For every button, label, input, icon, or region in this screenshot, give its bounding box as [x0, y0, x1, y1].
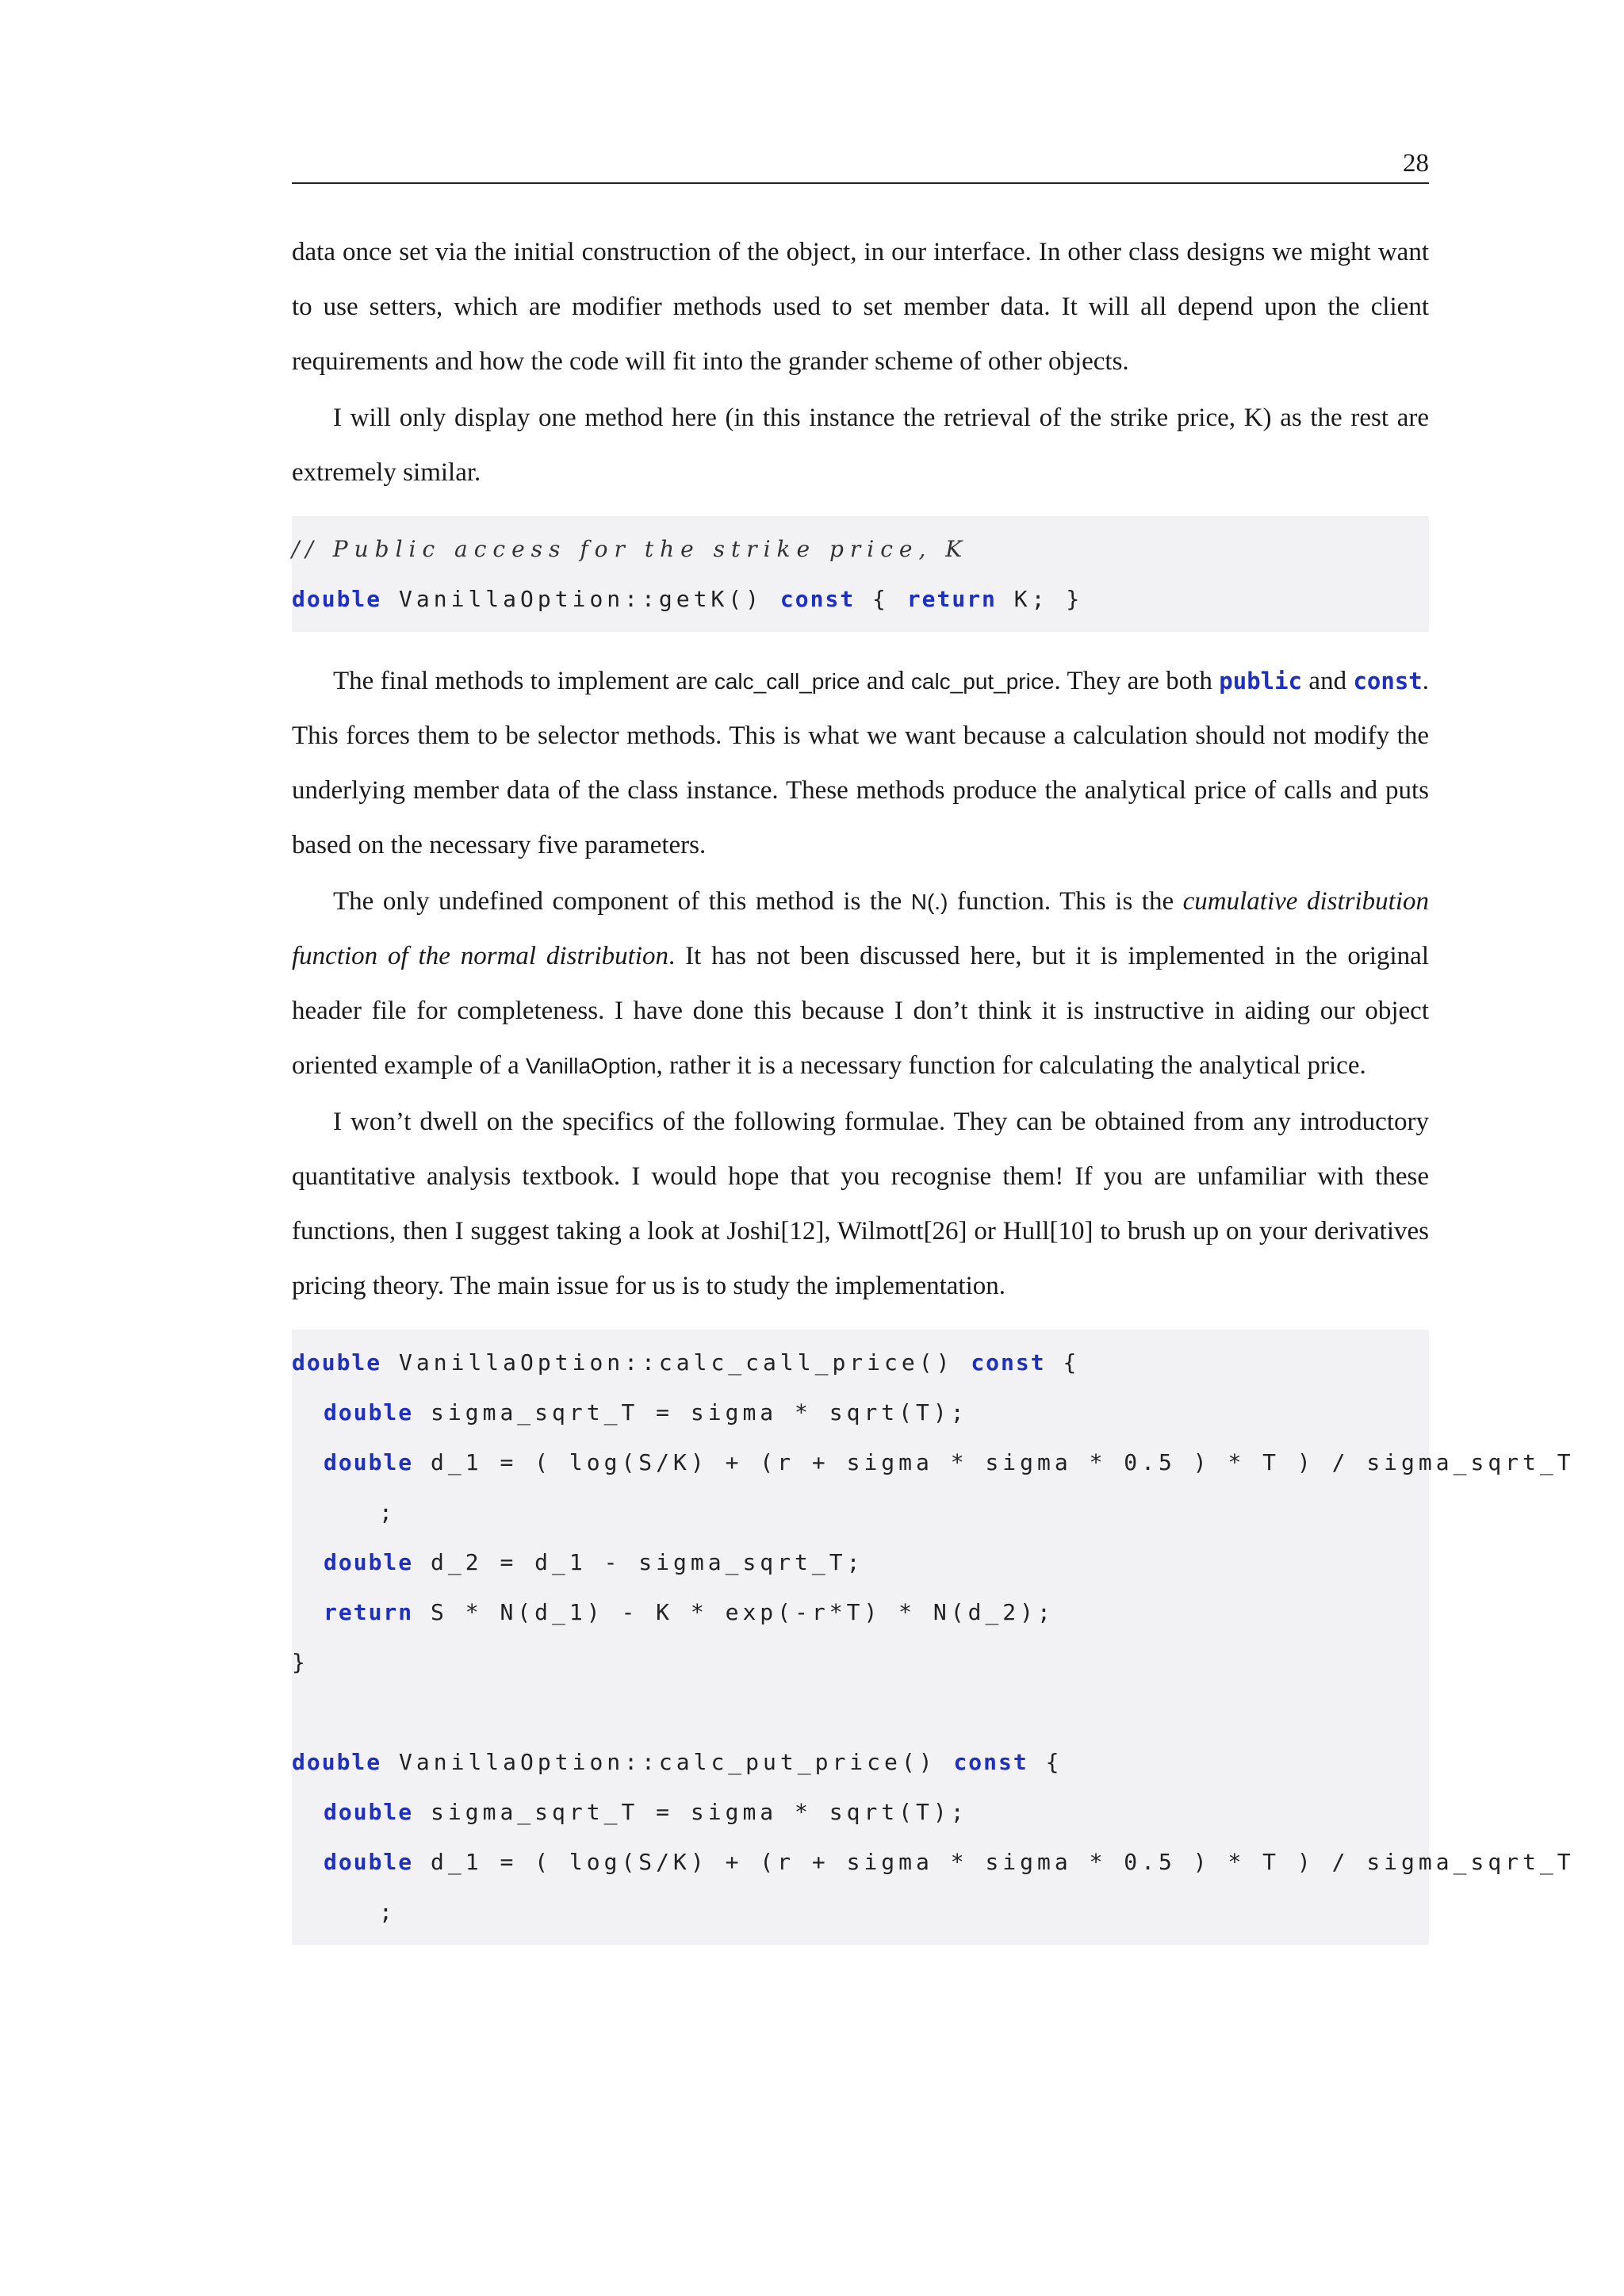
code-text: VanillaOption::calc_call_price(): [381, 1349, 971, 1376]
code-text: {: [1028, 1749, 1063, 1775]
code-text: VanillaOption::getK(): [381, 586, 780, 612]
text-run: and: [1302, 667, 1354, 695]
class-name: VanillaOption: [526, 1054, 657, 1078]
code-line: [292, 1487, 1429, 1537]
code-line: [292, 1837, 1575, 1887]
text-run: , rather it is a necessary function for calculating the analytical price.: [656, 1051, 1366, 1080]
text-run: function. This is the: [948, 887, 1183, 916]
code-line: [292, 574, 1429, 624]
code-text: K; }: [996, 586, 1084, 612]
method-name: calc_put_price: [910, 669, 1055, 694]
keyword-double: double: [324, 1449, 414, 1475]
code-text: }: [292, 1649, 309, 1675]
keyword-const: const: [953, 1749, 1028, 1775]
paragraph-final-methods: [292, 654, 1429, 873]
code-line: [292, 1587, 1429, 1637]
code-line: [292, 1887, 1429, 1937]
code-text: S * N(d_1) - K * exp(-r*T) * N(d_2);: [413, 1599, 1055, 1625]
code-text: VanillaOption::calc_put_price(): [381, 1749, 954, 1775]
keyword-double: double: [324, 1399, 414, 1425]
keyword-return: return: [324, 1599, 414, 1625]
text-run: The final methods to implement are: [333, 667, 714, 695]
text-run: . They are both: [1054, 667, 1220, 695]
code-line: [292, 1437, 1575, 1487]
keyword-double: double: [324, 1799, 414, 1825]
code-text: sigma_sqrt_T = sigma * sqrt(T);: [413, 1399, 968, 1425]
text-run: The only undefined component of this method is the: [333, 887, 911, 916]
code-line: [292, 1637, 1429, 1687]
code-text: ;: [379, 1899, 396, 1925]
page-number: 28: [1403, 149, 1429, 178]
keyword-const: const: [971, 1349, 1046, 1376]
code-text: d_1 = ( log(S/K) + (r + sigma * sigma * 0.5 ) * T ) / sigma_sqrt_T: [413, 1849, 1575, 1875]
code-text: {: [855, 586, 907, 612]
text-run: and: [860, 667, 911, 695]
code-comment: // Public access for the strike price, K: [292, 536, 969, 562]
code-text: ;: [379, 1499, 396, 1525]
inline-keyword: public: [1219, 668, 1303, 695]
code-line: [292, 1537, 1429, 1587]
code-line: [292, 524, 1429, 574]
page-body: [292, 225, 1575, 1967]
italic-term: cumulative distribution function of the normal distribution: [292, 887, 1429, 970]
paragraph-formulae: I won’t dwell on the specifics of the following formulae. They can be obtained from any introductory quantitative analysis textbook. I would hope that you recognise them! If you are unfamiliar with these functions, then I suggest taking a look at Joshi[12], Wilmott[26] or Hull[10] to brush up on your derivatives pricing theory. The main issue for us is to study the implementation.: [292, 1108, 1429, 1300]
code-line: [292, 1337, 1429, 1387]
keyword-return: return: [906, 586, 997, 612]
page-header: [292, 143, 1429, 184]
code-line-blank: [292, 1687, 1429, 1737]
code-text: d_1 = ( log(S/K) + (r + sigma * sigma * 0.5 ) * T ) / sigma_sqrt_T: [413, 1449, 1575, 1475]
inline-keyword: const: [1353, 668, 1423, 695]
code-text: {: [1045, 1349, 1081, 1376]
code-line: [292, 1787, 1429, 1837]
function-name: N(.): [910, 890, 948, 914]
keyword-double: double: [292, 1349, 382, 1376]
keyword-double: double: [324, 1849, 414, 1875]
paragraph-undefined-component: [292, 874, 1429, 1093]
code-block-getk: [292, 516, 1429, 632]
keyword-double: double: [292, 1749, 382, 1775]
code-text: d_2 = d_1 - sigma_sqrt_T;: [413, 1549, 864, 1575]
text-run: . This forces them to be selector methods. This is what we want because a calculation should not modify the underlying member data of the class instance. These methods produce the analytical price of calls and puts based on the necessary five parameters.: [292, 667, 1429, 859]
paragraph-setters: data once set via the initial construction of the object, in our interface. In other class designs we might want to use setters, which are modifier methods used to set member data. It will all depend upon the client requirements and how the code will fit into the grander scheme of other objects.: [292, 238, 1429, 376]
code-line: [292, 1737, 1429, 1787]
code-block-pricing: [292, 1330, 1575, 1945]
code-line: [292, 1387, 1429, 1437]
keyword-double: double: [292, 586, 382, 612]
code-text: sigma_sqrt_T = sigma * sqrt(T);: [413, 1799, 968, 1825]
keyword-const: const: [779, 586, 856, 612]
text-run: . It has not been discussed here, but it is implemented in the original header file for completeness. I have done this because I don’t think it is instructive in aiding our object oriented example of a: [292, 942, 1429, 1080]
method-name: calc_call_price: [714, 669, 860, 694]
keyword-double: double: [324, 1549, 414, 1575]
paragraph-display-method: I will only display one method here (in this instance the retrieval of the strike price, K) as the rest are extremely similar.: [292, 404, 1429, 487]
